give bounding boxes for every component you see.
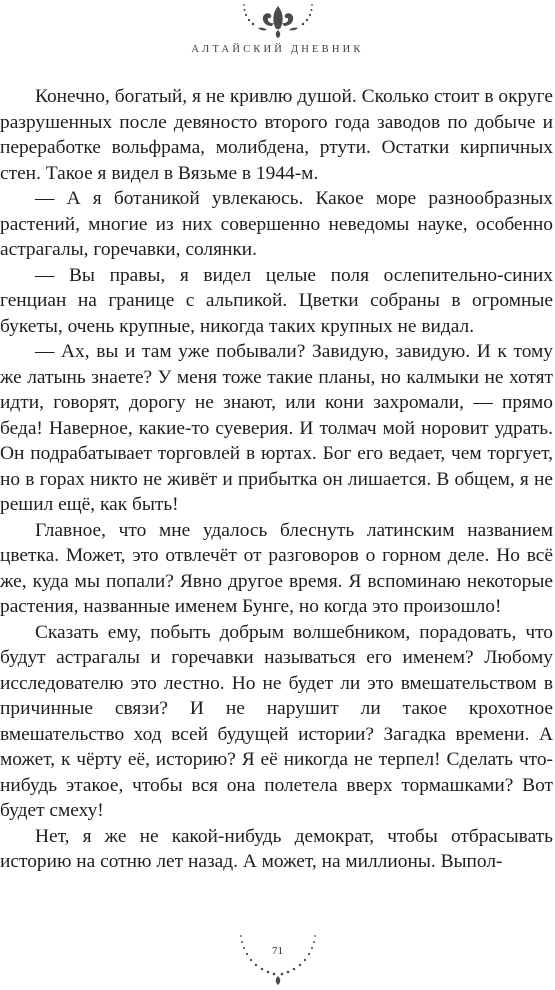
paragraph: Конечно, богатый, я не кривлю душой. Сколько стоит в округе разрушенных после девяносто второго года заводов по добыче и переработке вольфрама, молибдена, ртути. Остатки кирпичных стен. Такое я видел в Вязьме в 1944-м.	[0, 86, 553, 184]
paragraph: Нет, я же не какой-нибудь демократ, чтобы отбрасывать историю на сотню лет назад. А может, на миллионы. Выпол-	[0, 825, 553, 872]
page-number: 71	[272, 945, 283, 957]
running-head	[0, 43, 555, 55]
paragraph: — А я ботаникой увлекаюсь. Какое море разнообразных растений, многие из них совершенно неведомы науке, особенно астрагалы, горечавки, солянки.	[0, 188, 553, 260]
floral-vignette-icon	[242, 0, 314, 40]
paragraph: Сказать ему, побыть добрым волшебником, порадовать, что будут астрагалы и горечавки называться его именем? Любому исследователю это лестно. Но не будет ли это вмешательством в причинные связи? И не нарушит ли такое крохотное вмешательство ход всей будущей истории? Загадка времени. А может, к чёрту её, историю? Я её никогда не терпел! Сделать что-нибудь этакое, чтобы вся она полетела вверх тормашками? Вот будет смеху!	[0, 621, 553, 821]
body-text	[0, 84, 553, 875]
paragraph: — Ах, вы и там уже побывали? Завидую, завидую. И к тому же латынь знаете? У меня тоже такие планы, но калмыки не хотят идти, говорят, дорогу не знают, или кони захромали, — прямо беда! Наверное, какие-то суеверия. И толмач мой норовит удрать. Он подрабатывает торговлей в юртах. Бог его ведает, чем торгует, но в горах никто не живёт и прибытка он лишается. В общем, я не решил ещё, как быть!	[0, 341, 553, 515]
paragraph: — Вы правы, я видел целые поля ослепительно-синих генциан на границе с альпикой. Цветки собраны в огромные букеты, очень крупные, никогда таких крупных не видал.	[0, 264, 553, 337]
running-title: АЛТАЙСКИЙ ДНЕВНИК	[191, 44, 364, 55]
paragraph: Главное, что мне удалось блеснуть латинским названием цветка. Может, это отвлечёт от разговоров о горном деле. Но всё же, куда мы попали? Явно другое время. Я вспоминаю некоторые растения, названные именем Бунге, но когда это произошло!	[0, 519, 553, 617]
dotted-arc-ornament-icon	[236, 930, 320, 986]
